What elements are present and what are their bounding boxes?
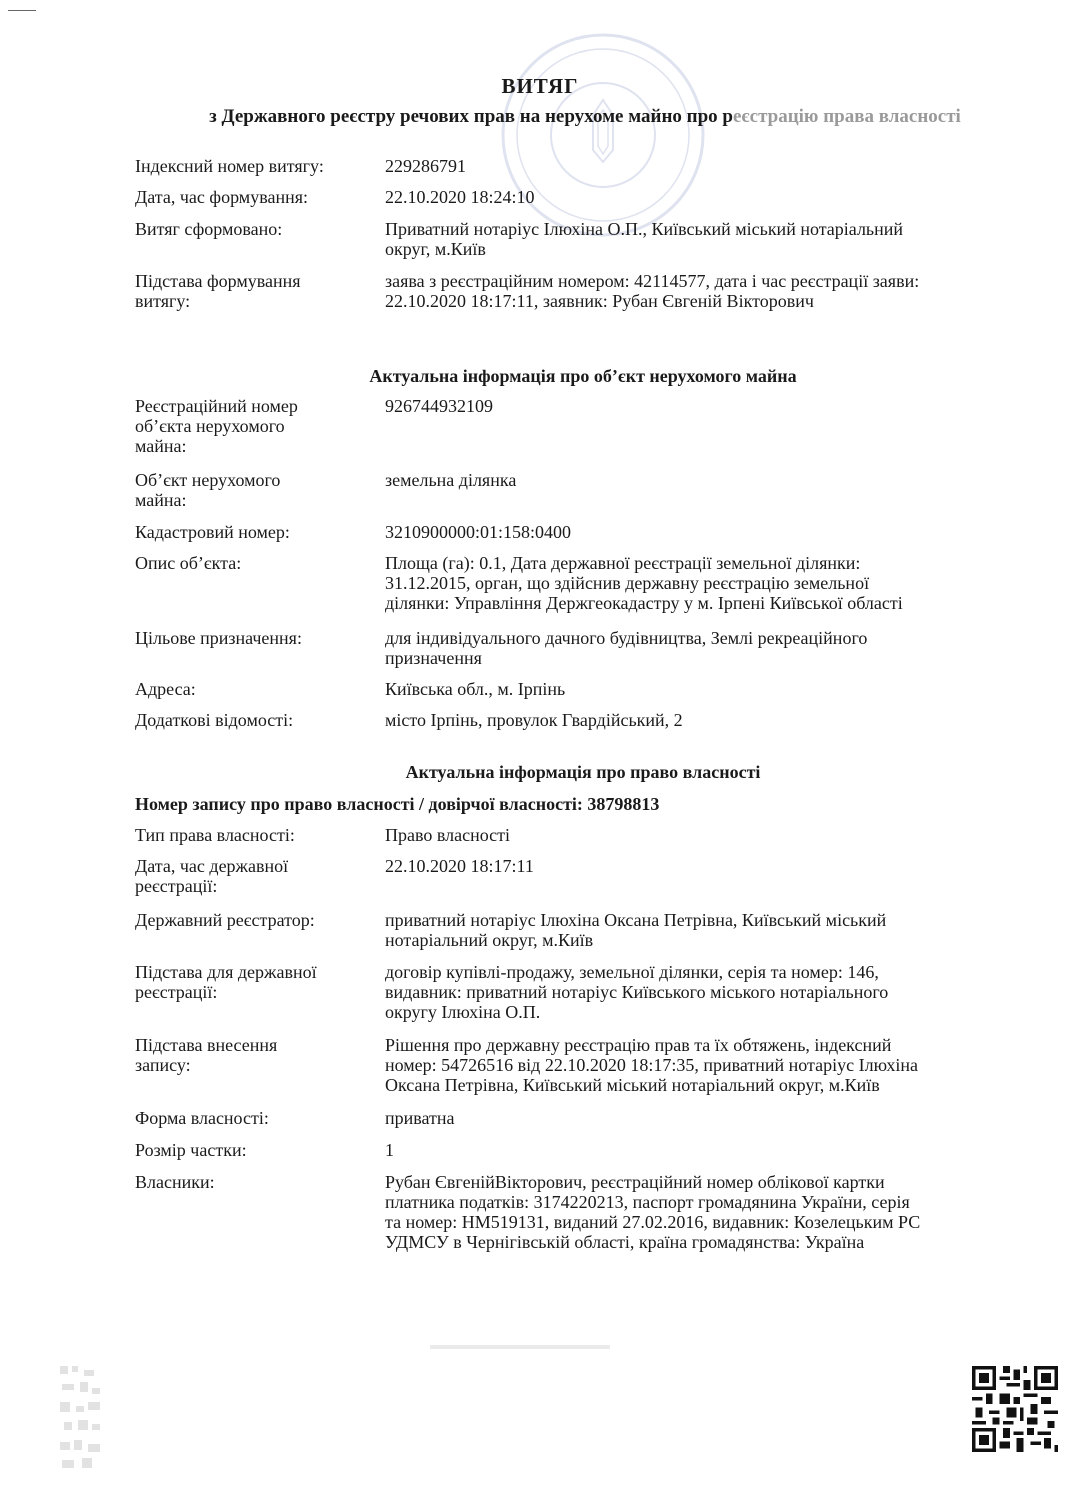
label-line: майна: (135, 490, 187, 510)
basis-line: округу Ілюхіна О.П. (385, 1002, 541, 1022)
document-title: ВИТЯГ (501, 74, 579, 98)
formed-by-line: Приватний нотаріус Ілюхіна О.П., Київський міський нотаріальний (385, 219, 904, 239)
basis-label-line: витягу: (135, 291, 191, 311)
registration-basis-label (135, 962, 370, 1002)
formed-by-line: округ, м.Київ (385, 239, 486, 259)
owners-line: та номер: НМ519131, виданий 27.02.2016, видавник: Козелецьким РС (385, 1212, 921, 1232)
label-line: Об’єкт нерухомого (135, 470, 281, 490)
ownership-type-value: Право власності (385, 825, 511, 845)
extract-index-value: 229286791 (385, 156, 466, 176)
registrar-value (385, 910, 1035, 950)
object-description-label: Опис об’єкта: (135, 553, 242, 573)
object-description-value (385, 553, 1035, 613)
entry-line: номер: 54726516 від 22.10.2020 18:17:35, приватний нотаріус Ілюхіна (385, 1055, 918, 1075)
object-reg-value: 926744932109 (385, 396, 493, 416)
share-size-value: 1 (385, 1140, 394, 1160)
purpose-line: призначення (385, 648, 482, 668)
qr-code-icon (972, 1366, 1058, 1452)
ownership-form-value: приватна (385, 1108, 455, 1128)
desc-line: Площа (га): 0.1, Дата державної реєстрації земельної ділянки: (385, 553, 861, 573)
share-size-label: Розмір частки: (135, 1140, 247, 1160)
basis-label-line: Підстава формування (135, 271, 301, 291)
object-section-heading: Актуальна інформація про об’єкт нерухомого майна (369, 366, 797, 386)
document-subtitle (0, 106, 1080, 128)
owners-line: Рубан ЄвгенійВікторович, реєстраційний номер облікової картки (385, 1172, 885, 1192)
owners-line: УДМСУ в Чернігівській області, країна громадянства: Україна (385, 1232, 865, 1252)
registrar-line: нотаріальний округ, м.Київ (385, 930, 594, 950)
extra-info-label: Додаткові відомості: (135, 710, 294, 730)
extract-basis-label (135, 271, 370, 311)
purpose-label: Цільове призначення: (135, 628, 302, 648)
extract-formed-by-value (385, 219, 1035, 259)
basis-line: 22.10.2020 18:17:11, заявник: Рубан Євгеній Вікторович (385, 291, 814, 311)
registration-date-value: 22.10.2020 18:17:11 (385, 856, 534, 876)
object-reg-label (135, 396, 370, 456)
registration-date-label (135, 856, 370, 896)
label-line: Підстава для державної (135, 962, 317, 982)
extract-datetime-value: 22.10.2020 18:24:10 (385, 187, 535, 207)
entry-line: Рішення про державну реєстрацію прав та їх обтяжень, індексний (385, 1035, 892, 1055)
basis-line: видавник: приватний нотаріус Київського міського нотаріального (385, 982, 889, 1002)
official-seal-icon (498, 30, 708, 240)
subtitle-faded: еєстрацію права власності (733, 106, 961, 127)
basis-line: заява з реєстраційним номером: 42114577, дата і час реєстрації заяви: (385, 271, 920, 291)
entry-line: Оксана Петрівна, Київський міський нотаріальний округ, м.Київ (385, 1075, 880, 1095)
owners-label: Власники: (135, 1172, 215, 1192)
label-line: реєстрації: (135, 876, 218, 896)
desc-line: 31.12.2015, орган, що здійснив державну реєстрацію земельної (385, 573, 870, 593)
extract-datetime-label: Дата, час формування: (135, 187, 308, 207)
cadastral-label: Кадастровий номер: (135, 522, 290, 542)
extra-info-value: місто Ірпінь, провулок Гвардійський, 2 (385, 710, 683, 730)
purpose-value (385, 628, 1035, 668)
label-line: реєстрації: (135, 982, 218, 1002)
object-type-value: земельна ділянка (385, 470, 517, 490)
address-label: Адреса: (135, 679, 196, 699)
purpose-line: для індивідуального дачного будівництва, Землі рекреаційного (385, 628, 868, 648)
address-value: Київська обл., м. Ірпінь (385, 679, 566, 699)
registrar-line: приватний нотаріус Ілюхіна Оксана Петрівна, Київський міський (385, 910, 887, 930)
subtitle-main: з Державного реєстру речових прав на нерухоме майно про р (209, 106, 733, 127)
ownership-record-heading: Номер запису про право власності / довірчої власності: 38798813 (135, 794, 660, 814)
faded-barcode-mark (58, 1362, 104, 1472)
desc-line: ділянки: Управління Держгеокадастру у м. Ірпені Київської області (385, 593, 903, 613)
label-line: запису: (135, 1055, 191, 1075)
ownership-form-label: Форма власності: (135, 1108, 269, 1128)
registration-basis-value (385, 962, 1035, 1022)
entry-basis-value (385, 1035, 1035, 1095)
extract-index-label: Індексний номер витягу: (135, 156, 324, 176)
label-line: об’єкта нерухомого (135, 416, 285, 436)
extract-basis-value (385, 271, 1035, 311)
label-line: Підстава внесення (135, 1035, 278, 1055)
basis-line: договір купівлі-продажу, земельної ділянки, серія та номер: 146, (385, 962, 879, 982)
entry-basis-label (135, 1035, 370, 1075)
registrar-label: Державний реєстратор: (135, 910, 315, 930)
object-type-label (135, 470, 370, 510)
label-line: Реєстраційний номер (135, 396, 298, 416)
extract-formed-by-label: Витяг сформовано: (135, 219, 283, 239)
ownership-section-heading: Актуальна інформація про право власності (405, 762, 761, 782)
owners-line: платника податків: 3174220213, паспорт громадянина України, серія (385, 1192, 910, 1212)
ownership-type-label: Тип права власності: (135, 825, 295, 845)
bleed-through-text-mark (430, 1340, 610, 1354)
label-line: Дата, час державної (135, 856, 289, 876)
cadastral-value: 3210900000:01:158:0400 (385, 522, 572, 542)
label-line: майна: (135, 436, 187, 456)
owners-value (385, 1172, 1035, 1252)
scan-corner-mark (8, 10, 36, 11)
